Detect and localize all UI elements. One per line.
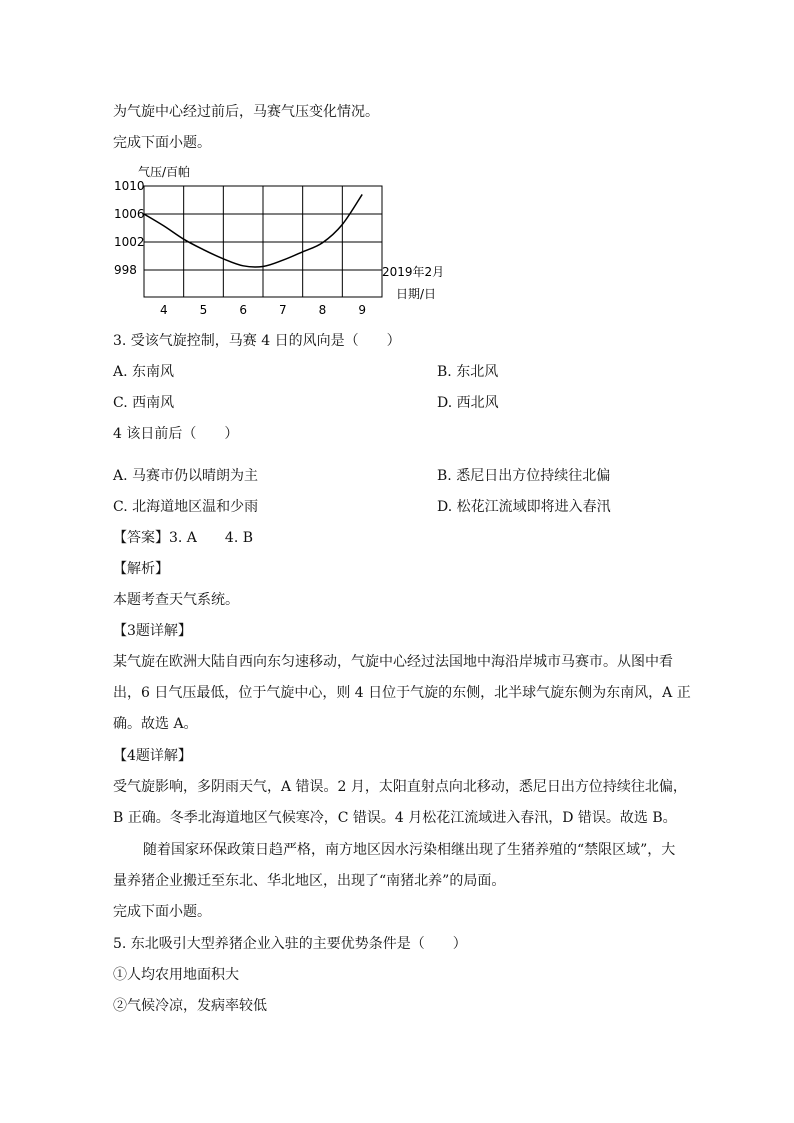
detail-3-line-3: 确。故选 A。 [113,716,198,732]
x-tick-label: 6 [239,303,247,317]
passage-line-3: 完成下面小题。 [113,904,211,920]
y-tick-label: 998 [114,263,137,277]
passage-line-2: 量养猪企业搬迁至东北、华北地区，出现了“南猪北养”的局面。 [113,873,506,889]
analysis-text: 本题考查天气系统。 [113,592,239,608]
q4-option-d: D. 松花江流域即将进入春汛 [437,499,611,515]
analysis-heading: 【解析】 [113,561,169,577]
detail-4-line-2: B 正确。冬季北海道地区气候寒冷，C 错误。4 月松花江流域进入春汛，D 错误。故选 B。 [113,810,677,826]
chart-x-ticks [160,303,366,317]
q5-item-1: ①人均农用地面积大 [113,967,239,983]
chart-xlabel-line1: 2019年2月 [382,265,445,279]
q3-option-b: B. 东北风 [437,364,499,380]
q3-option-c: C. 西南风 [113,395,175,411]
q4-option-b: B. 悉尼日出方位持续往北偏 [437,468,611,484]
detail-3-line-2: 出，6 日气压最低，位于气旋中心，则 4 日位于气旋的东侧，北半球气旋东侧为东南风，A 正 [113,685,691,701]
y-tick-label: 1002 [114,235,145,249]
detail-4-heading: 【4题详解】 [113,748,192,764]
q4-option-a: A. 马赛市仍以晴朗为主 [113,468,259,484]
chart-xlabel-line2: 日期/日 [396,287,437,301]
detail-3-heading: 【3题详解】 [113,623,192,639]
q5-question: 5. 东北吸引大型养猪企业入驻的主要优势条件是（ ） [113,936,467,952]
detail-3-line-1: 某气旋在欧洲大陆自西向东匀速移动，气旋中心经过法国地中海沿岸城市马赛市。从图中看 [113,654,673,670]
y-tick-label: 1006 [114,207,145,221]
q4-option-c: C. 北海道地区温和少雨 [113,499,259,515]
y-tick-label: 1010 [114,179,145,193]
chart-ylabel: 气压/百帕 [138,165,191,179]
intro-line-2: 完成下面小题。 [113,135,211,151]
pressure-chart [110,160,450,320]
chart-y-ticks [114,179,145,277]
chart-series-pressure [144,194,362,267]
q5-item-2: ②气候冷凉，发病率较低 [113,998,267,1014]
chart-grid [144,186,382,297]
q3-option-a: A. 东南风 [113,364,175,380]
q3-question: 3. 受该气旋控制，马赛 4 日的风向是（ ） [113,333,401,349]
q3-option-d: D. 西北风 [437,395,499,411]
x-tick-label: 5 [199,303,208,317]
answer-line: 【答案】3. A 4. B [113,530,254,546]
intro-line-1: 为气旋中心经过前后，马赛气压变化情况。 [113,104,379,120]
q4-question: 4 该日前后（ ） [113,426,239,442]
x-tick-label: 9 [358,303,366,317]
x-tick-label: 4 [160,303,168,317]
x-tick-label: 8 [318,303,327,317]
detail-4-line-1: 受气旋影响，多阴雨天气，A 错误。2 月，太阳直射点向北移动，悉尼日出方位持续往北偏， [113,779,687,795]
x-tick-label: 7 [279,303,287,317]
passage-line-1: 随着国家环保政策日趋严格，南方地区因水污染相继出现了生猪养殖的“禁限区域”，大 [143,842,676,858]
